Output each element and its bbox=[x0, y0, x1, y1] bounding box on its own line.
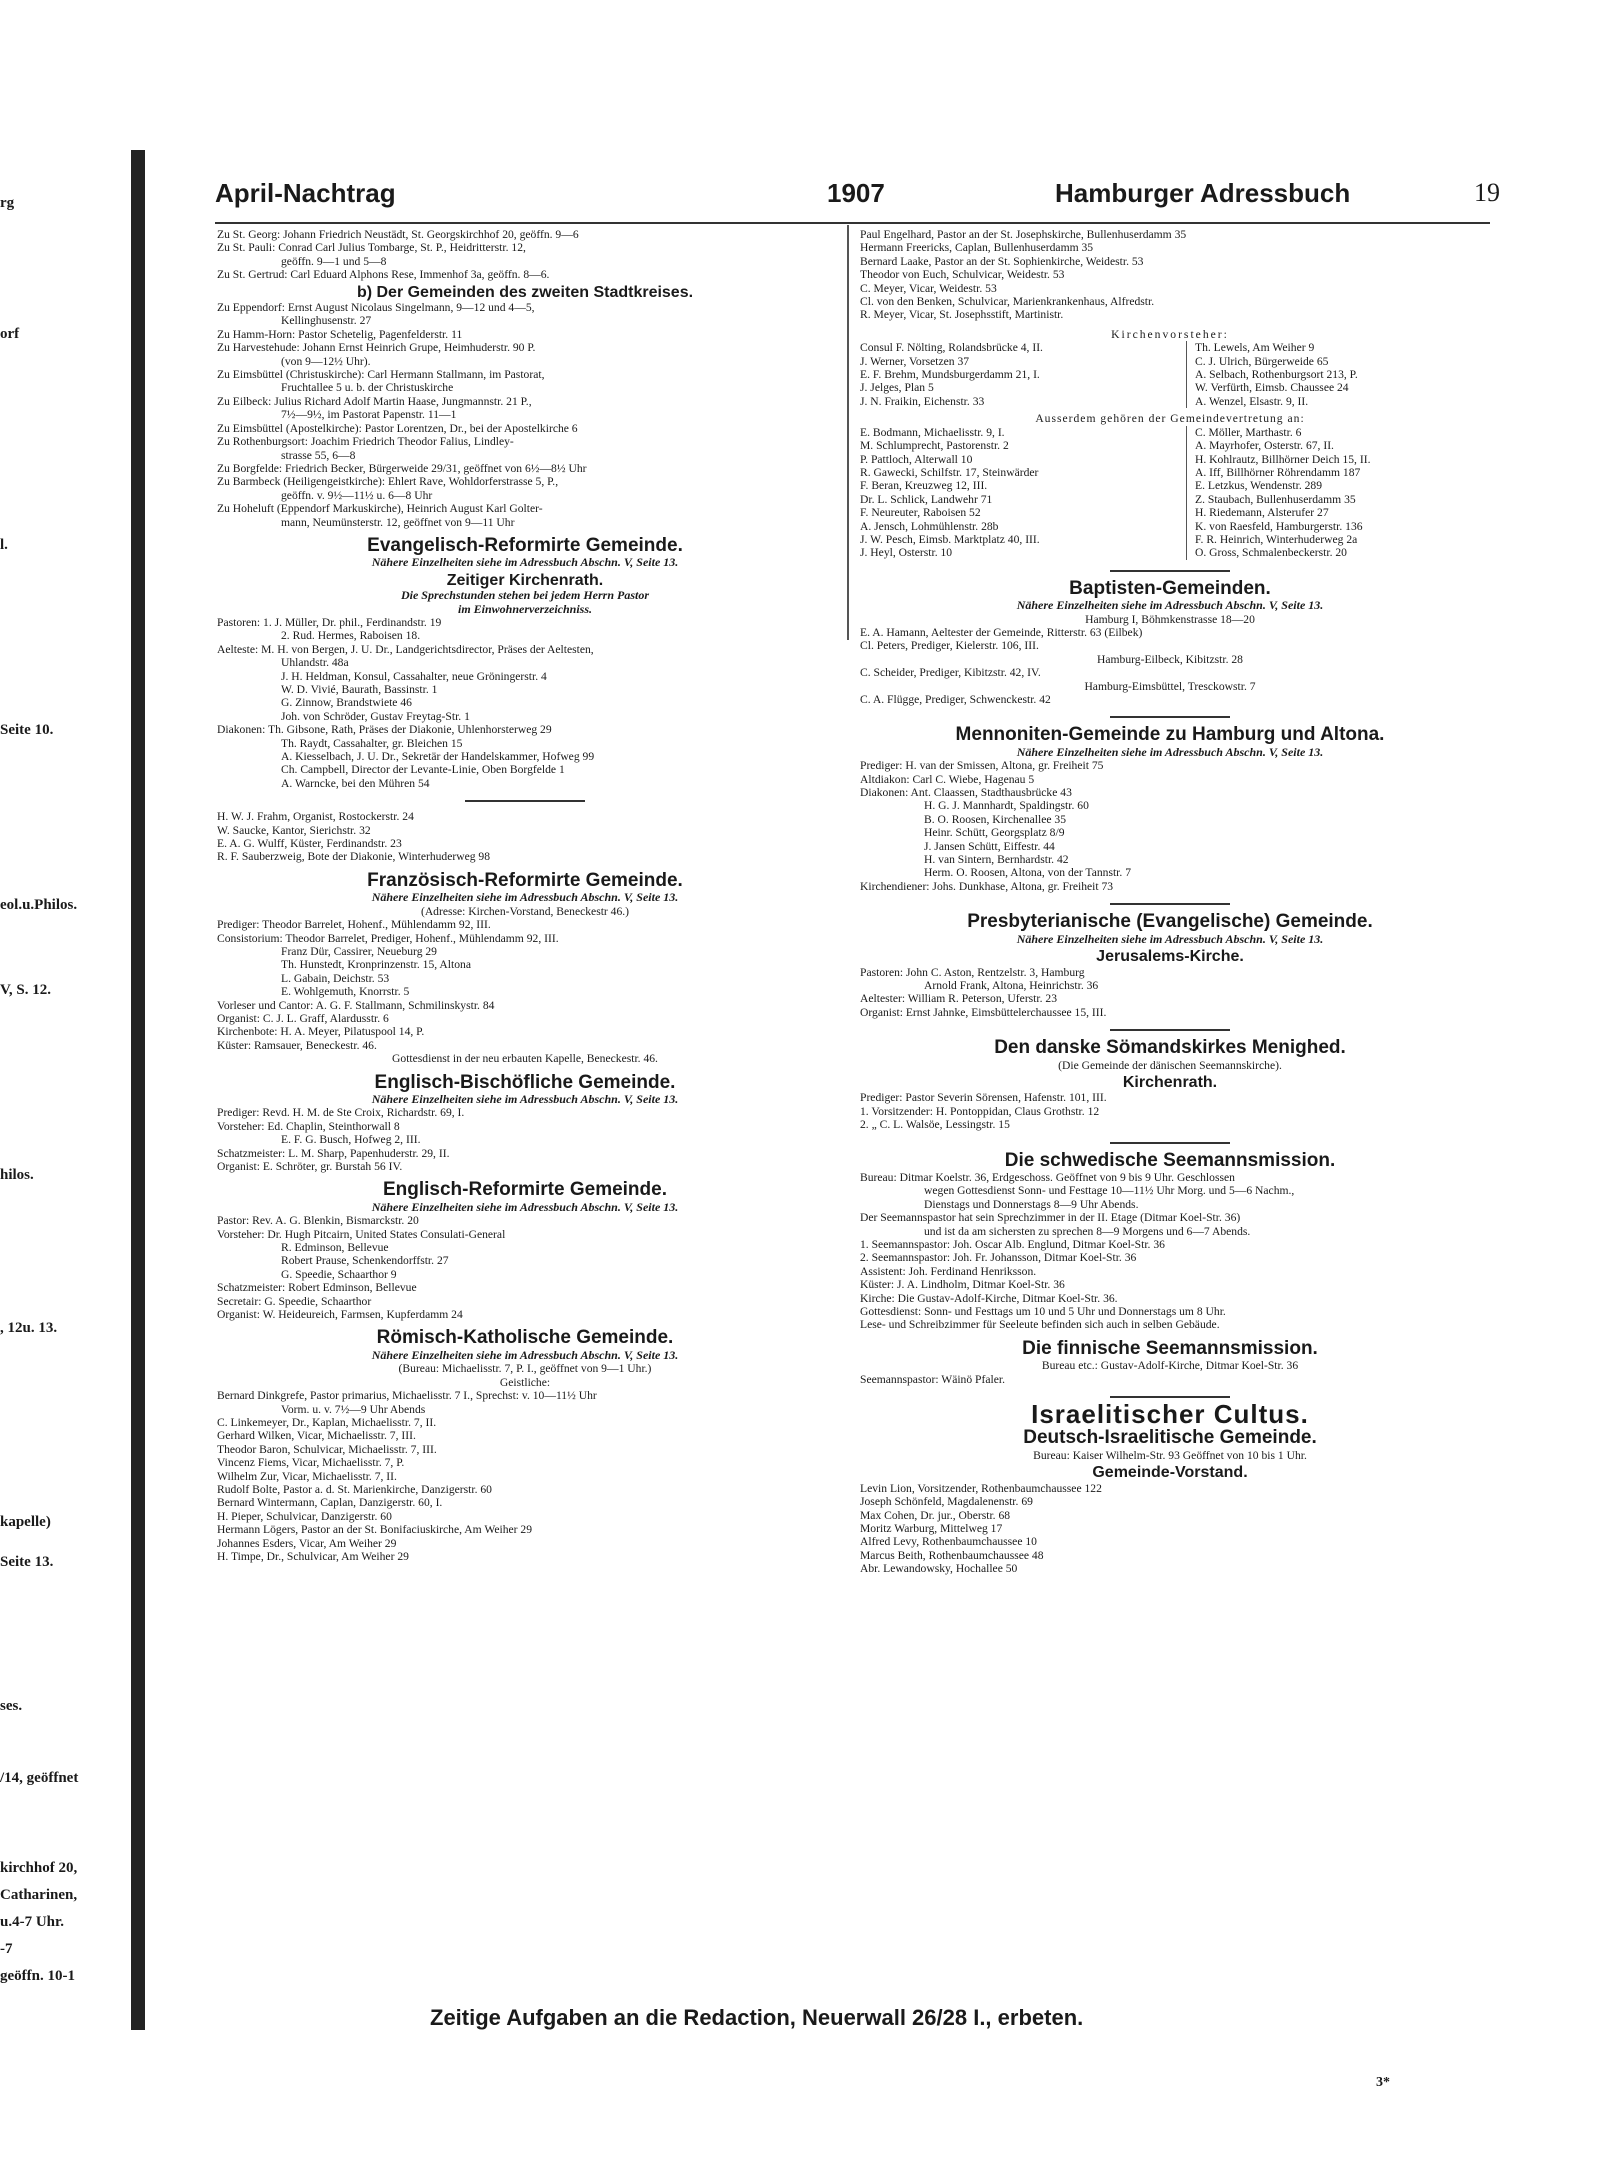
col1-line: Römisch-Katholische Gemeinde. bbox=[376, 1327, 674, 1349]
col2-line: Bureau: Ditmar Koelstr. 36, Erdgeschoss. Geöffnet von 9 bis 9 Uhr. Geschlossen bbox=[860, 1170, 1235, 1184]
col2-line: 1. Seemannspastor: Joh. Oscar Alb. Englund, Ditmar Koel-Str. 36 bbox=[860, 1238, 1165, 1251]
col2-line bbox=[1110, 716, 1230, 718]
col2_top-line: R. Meyer, Vicar, St. Josephsstift, Martinistr. bbox=[860, 308, 1064, 322]
col1-line: Aelteste: M. H. von Bergen, J. U. Dr., Landgerichtsdirector, Präses der Aeltesten, bbox=[217, 642, 594, 656]
col1-line: Th. Raydt, Cassahalter, gr. Bleichen 15 bbox=[281, 736, 463, 750]
gv_left-line: F. Neureuter, Raboisen 52 bbox=[860, 506, 981, 520]
separator bbox=[1110, 570, 1230, 572]
gv_right-line: Z. Staubach, Bullenhuserdamm 35 bbox=[1195, 492, 1356, 506]
col2-line: Organist: Ernst Jahnke, Eimsbüttelerchaussee 15, III. bbox=[860, 1005, 1107, 1019]
col1-line: Zu Harvestehude: Johann Ernst Heinrich Grupe, Heimhuderstr. 90 P. bbox=[217, 341, 536, 355]
gv_left-line: M. Schlumprecht, Pastorenstr. 2 bbox=[860, 439, 1009, 453]
col1-line: Zu St. Gertrud: Carl Eduard Alphons Rese, Immenhof 3a, geöffn. 8—6. bbox=[217, 268, 550, 282]
col2-line: Presbyterianische (Evangelische) Gemeinde. bbox=[967, 911, 1373, 933]
col2-line: wegen Gottesdienst Sonn- und Festtage 10—11½ Uhr Morg. und 5—6 Nachm., bbox=[924, 1184, 1295, 1198]
col2_top-line: Hermann Freericks, Caplan, Bullenhuserdamm 35 bbox=[860, 241, 1094, 255]
col1-line: Organist: W. Heideureich, Farmsen, Kupferdamm 24 bbox=[217, 1308, 463, 1322]
col1-line: Prediger: Theodor Barrelet, Hohenf., Mühlendamm 92, III. bbox=[217, 918, 491, 932]
footer-notice: Zeitige Aufgaben an die Redaction, Neuerwall 26/28 I., erbeten. bbox=[430, 2005, 1084, 2030]
col1-line: Vorsteher: Dr. Hugh Pitcairn, United States Consulati-General bbox=[217, 1227, 506, 1241]
col1-line: Evangelisch-Reformirte Gemeinde. bbox=[367, 534, 683, 556]
strip-fragment: eol.u.Philos. bbox=[0, 897, 78, 913]
col1-line: Zu St. Pauli: Conrad Carl Julius Tombarge, St. P., Heidritterstr. 12, bbox=[217, 241, 526, 255]
col2-line: Pastoren: John C. Aston, Rentzelstr. 3, Hamburg bbox=[860, 965, 1085, 979]
col2-line: Gottesdienst: Sonn- und Festtags um 10 und 5 Uhr und Donnerstags um 8 Uhr. bbox=[860, 1305, 1226, 1319]
col2-line: Altdiakon: Carl C. Wiebe, Hagenau 5 bbox=[860, 772, 1035, 786]
col2_top-line: Bernard Laake, Pastor an der St. Sophienkirche, Weidestr. 53 bbox=[860, 254, 1144, 268]
col2-line: Joseph Schönfeld, Magdalenenstr. 69 bbox=[860, 1495, 1033, 1509]
left-column bbox=[217, 228, 833, 1563]
kv-title: Kirchenvorsteher: bbox=[1111, 327, 1229, 341]
col1-line: b) Der Gemeinden des zweiten Stadtkreises. bbox=[356, 283, 694, 301]
column-rule bbox=[847, 225, 849, 640]
col2-line: Levin Lion, Vorsitzender, Rothenbaumchaussee 122 bbox=[860, 1481, 1102, 1495]
col1-line: Organist: E. Schröter, gr. Burstah 56 IV. bbox=[217, 1160, 403, 1173]
col2-line: Alfred Levy, Rothenbaumchaussee 10 bbox=[860, 1535, 1037, 1549]
strip-fragment: /14, geöffnet bbox=[0, 1770, 79, 1786]
col1-line: A. Kiesselbach, J. U. Dr., Sekretär der Handelskammer, Hofweg 99 bbox=[281, 750, 595, 764]
col1-line: Nähere Einzelheiten siehe im Adressbuch Abschn. V, Seite 13. bbox=[371, 1091, 679, 1106]
col2_top-line: C. Meyer, Vicar, Weidestr. 53 bbox=[860, 281, 997, 295]
col2-line: Abr. Lewandowsky, Hochallee 50 bbox=[860, 1562, 1018, 1576]
col2-line: 2. „ C. L. Walsöe, Lessingstr. 15 bbox=[860, 1118, 1010, 1132]
col1-line: Fruchtallee 5 u. b. der Christuskirche bbox=[281, 381, 454, 395]
col2-line: Deutsch-Israelitische Gemeinde. bbox=[1023, 1427, 1317, 1449]
col1-line: Joh. von Schröder, Gustav Freytag-Str. 1 bbox=[281, 709, 470, 723]
col2-line: Nähere Einzelheiten siehe im Adressbuch Abschn. V, Seite 13. bbox=[1016, 744, 1324, 759]
kv_right-line: A. Selbach, Rothenburgsort 213, P. bbox=[1195, 368, 1358, 382]
gv_left-line: A. Jensch, Lohmühlenstr. 28b bbox=[860, 519, 999, 533]
col2-line: Marcus Beith, Rothenbaumchaussee 48 bbox=[860, 1548, 1044, 1562]
col1-line: Uhlandstr. 48a bbox=[281, 656, 349, 670]
col1-line: Kellinghusenstr. 27 bbox=[281, 314, 372, 328]
col1-line: Zu Hoheluft (Eppendorf Markuskirche), Heinrich August Karl Golter- bbox=[217, 502, 543, 516]
col1-line: geöffn. 9—1 und 5—8 bbox=[281, 254, 387, 268]
gv_left-line: F. Beran, Kreuzweg 12, III. bbox=[860, 479, 988, 493]
col1-line: Nähere Einzelheiten siehe im Adressbuch Abschn. V, Seite 13. bbox=[371, 555, 679, 570]
col1-line: Zu Borgfelde: Friedrich Becker, Bürgerweide 29/31, geöffnet von 6½—8½ Uhr bbox=[217, 461, 587, 475]
gv_right-line: O. Gross, Schmalenbeckerstr. 20 bbox=[1195, 546, 1347, 560]
gv_right-line: F. R. Heinrich, Winterhuderweg 2a bbox=[1195, 532, 1358, 546]
col1-line: Zu St. Georg: Johann Friedrich Neustädt, St. Georgskirchhof 20, geöffn. 9—6 bbox=[217, 228, 579, 241]
col2-line bbox=[1110, 903, 1230, 905]
gv_right-line: H. Riedemann, Alsterufer 27 bbox=[1195, 506, 1329, 520]
col2-line: Bureau etc.: Gustav-Adolf-Kirche, Ditmar Koel-Str. 36 bbox=[1041, 1359, 1299, 1373]
col1-line: Vorm. u. v. 7½—9 Uhr Abends bbox=[281, 1402, 426, 1416]
strip-fragment: geöffn. 10-1 bbox=[0, 1968, 75, 1984]
gv_left-line: R. Gawecki, Schilfstr. 17, Steinwärder bbox=[860, 465, 1039, 479]
col1-line: Zu Eimsbüttel (Christuskirche): Carl Hermann Stallmann, im Pastorat, bbox=[217, 368, 545, 382]
col1-line: Zu Eppendorf: Ernst August Nicolaus Singelmann, 9—12 und 4—5, bbox=[217, 301, 535, 315]
gv_right-line: A. Mayrhofer, Osterstr. 67, II. bbox=[1195, 439, 1334, 453]
strip-fragment: -7 bbox=[0, 1941, 13, 1957]
col1-line: C. Linkemeyer, Dr., Kaplan, Michaelisstr. 7, II. bbox=[217, 1415, 437, 1429]
strip-fragment: Seite 13. bbox=[0, 1554, 54, 1570]
col1-line: Prediger: Revd. H. M. de Ste Croix, Richardstr. 69, I. bbox=[217, 1106, 465, 1120]
col1-line: (Adresse: Kirchen-Vorstand, Beneckestr 46.) bbox=[420, 904, 630, 918]
col2-line: Baptisten-Gemeinden. bbox=[1069, 577, 1271, 599]
page-header bbox=[215, 172, 1500, 222]
col2-line: Nähere Einzelheiten siehe im Adressbuch Abschn. V, Seite 13. bbox=[1016, 931, 1324, 946]
col1-line: strasse 55, 6—8 bbox=[281, 448, 356, 462]
kv_right-line: C. J. Ulrich, Bürgerweide 65 bbox=[1195, 354, 1329, 368]
kv_left-line: J. N. Fraikin, Eichenstr. 33 bbox=[860, 394, 985, 408]
col2-line: Küster: J. A. Lindholm, Ditmar Koel-Str. 36 bbox=[860, 1278, 1065, 1292]
col1-line: Gerhard Wilken, Vicar, Michaelisstr. 7, III. bbox=[217, 1429, 416, 1443]
col1-line: Englisch-Bischöfliche Gemeinde. bbox=[374, 1071, 676, 1093]
col2-line: Aeltester: William R. Peterson, Uferstr. 23 bbox=[860, 992, 1058, 1006]
col2-line: 1. Vorsitzender: H. Pontoppidan, Claus Grothstr. 12 bbox=[860, 1104, 1100, 1118]
col2-line: Cl. Peters, Prediger, Kielerstr. 106, III. bbox=[860, 639, 1039, 653]
col1-line: Pastoren: 1. J. Müller, Dr. phil., Ferdinandstr. 19 bbox=[217, 615, 442, 629]
strip-fragment: kapelle) bbox=[0, 1514, 51, 1531]
header-year: 1907 bbox=[827, 178, 885, 208]
col2-line: Kirche: Die Gustav-Adolf-Kirche, Ditmar Koel-Str. 36. bbox=[860, 1291, 1118, 1305]
kv_right-line: W. Verfürth, Eimsb. Chaussee 24 bbox=[1195, 381, 1349, 395]
col2-line: Prediger: H. van der Smissen, Altona, gr. Freiheit 75 bbox=[860, 759, 1104, 773]
col2-line: Kirchendiener: Johs. Dunkhase, Altona, gr. Freiheit 73 bbox=[860, 879, 1114, 893]
col1-line: im Einwohnerverzeichniss. bbox=[457, 601, 593, 616]
col2-line: Max Cohen, Dr. jur., Oberstr. 68 bbox=[860, 1508, 1011, 1522]
col1-line: G. Zinnow, Brandstwiete 46 bbox=[281, 696, 412, 710]
col2-line: Der Seemannspastor hat sein Sprechzimmer in der II. Etage (Ditmar Koel-Str. 36) bbox=[860, 1211, 1241, 1225]
col1-line: H. W. J. Frahm, Organist, Rostockerstr. 24 bbox=[217, 810, 414, 824]
kv_left-line: J. Werner, Vorsetzen 37 bbox=[860, 354, 970, 368]
right-column-entries bbox=[860, 577, 1480, 1576]
kv-left bbox=[860, 341, 1187, 408]
gv_right-line: C. Möller, Marthastr. 6 bbox=[1195, 425, 1302, 439]
col2-line: Prediger: Pastor Severin Sörensen, Hafenstr. 101, III. bbox=[860, 1091, 1107, 1105]
col2-line: Assistent: Joh. Ferdinand Henriksson. bbox=[860, 1264, 1037, 1278]
col1-line: Vorsteher: Ed. Chaplin, Steinthorwall 8 bbox=[217, 1119, 400, 1133]
col1-line: Johannes Esders, Vicar, Am Weiher 29 bbox=[217, 1536, 397, 1550]
gv-title: Ausserdem gehören der Gemeindevertretung an: bbox=[1035, 412, 1305, 426]
col1-line: Ch. Campbell, Director der Levante-Linie, Oben Borgfelde 1 bbox=[281, 763, 565, 777]
col2-line: Hamburg-Eimsbüttel, Tresckowstr. 7 bbox=[1084, 679, 1256, 693]
strip-fragment: Catharinen, bbox=[0, 1887, 78, 1903]
col1-line: Französisch-Reformirte Gemeinde. bbox=[367, 869, 683, 891]
col1-line: E. Wohlgemuth, Knorrstr. 5 bbox=[281, 985, 410, 999]
col1-line: Küster: Ramsauer, Beneckestr. 46. bbox=[217, 1038, 377, 1052]
col2-line: (Die Gemeinde der dänischen Seemannskirche). bbox=[1058, 1058, 1282, 1072]
col1-line: Vincenz Fiems, Vicar, Michaelisstr. 7, P. bbox=[217, 1456, 405, 1470]
col2-line: Jerusalems-Kirche. bbox=[1096, 948, 1244, 966]
col2-line: Lese- und Schreibzimmer für Seeleute befinden sich auch in selben Gebäude. bbox=[860, 1318, 1220, 1332]
col1-line: Bernard Dinkgrefe, Pastor primarius, Michaelisstr. 7 I., Sprechst: v. 10—11½ Uhr bbox=[217, 1389, 597, 1403]
strip-fragment: orf bbox=[0, 326, 20, 343]
col1-line: Franz Dür, Cassirer, Neueburg 29 bbox=[281, 944, 437, 958]
strip-fragment: ses. bbox=[0, 1698, 23, 1714]
adjacent-page-strip bbox=[0, 150, 95, 2100]
gv_left-line: P. Pattloch, Alterwall 10 bbox=[860, 452, 973, 466]
col2-line: Diakonen: Ant. Claassen, Stadthausbrücke 43 bbox=[860, 786, 1072, 800]
col1-line: Robert Prause, Schenkendorffstr. 27 bbox=[281, 1254, 449, 1268]
col2-line: J. Jansen Schütt, Eiffestr. 44 bbox=[924, 839, 1055, 853]
strip-fragment: kirchhof 20, bbox=[0, 1860, 78, 1876]
kv_left-line: E. F. Brehm, Mundsburgerdamm 21, I. bbox=[860, 368, 1040, 382]
sheet-mark: 3* bbox=[1376, 2075, 1390, 2090]
strip-fragment: hilos. bbox=[0, 1167, 34, 1183]
clergy-list bbox=[860, 228, 1480, 322]
col1-line: G. Speedie, Schaarthor 9 bbox=[281, 1267, 397, 1281]
col1-line: Zu Eimsbüttel (Apostelkirche): Pastor Lorentzen, Dr., bei der Apostelkirche 6 bbox=[217, 421, 578, 435]
gv_right-line: H. Kohlrautz, Billhörner Deich 15, II. bbox=[1195, 452, 1371, 466]
col2-line: Herm. O. Roosen, Altona, von der Tannstr. 7 bbox=[924, 866, 1131, 880]
col1-line: Vorleser und Cantor: A. G. F. Stallmann, Schmilinskystr. 84 bbox=[217, 998, 495, 1012]
col1-line: W. D. Vivié, Baurath, Bassinstr. 1 bbox=[281, 683, 438, 696]
col1-line bbox=[465, 800, 585, 802]
col1-line: mann, Neumünsterstr. 12, geöffnet von 9—11 Uhr bbox=[281, 515, 515, 529]
col1-line: Hermann Lögers, Pastor an der St. Bonifaciuskirche, Am Weiher 29 bbox=[217, 1523, 533, 1537]
col1-line: E. F. G. Busch, Hofweg 2, III. bbox=[281, 1133, 421, 1147]
kirchenvorsteher-table bbox=[860, 341, 1480, 408]
col2-line: C. A. Flügge, Prediger, Schwenckestr. 42 bbox=[860, 693, 1051, 706]
col2-line: H. van Sintern, Bernhardstr. 42 bbox=[924, 853, 1069, 867]
col2-line: Arnold Frank, Altona, Heinrichstr. 36 bbox=[924, 978, 1099, 992]
page-gutter bbox=[131, 150, 145, 2030]
gv_left-line: Dr. L. Schlick, Landwehr 71 bbox=[860, 492, 993, 506]
col2-line: H. G. J. Mannhardt, Spaldingstr. 60 bbox=[924, 799, 1089, 813]
col1-line: Bernard Wintermann, Caplan, Danzigerstr. 60, I. bbox=[217, 1496, 443, 1510]
col1-line: Gottesdienst in der neu erbauten Kapelle, Beneckestr. 46. bbox=[392, 1052, 658, 1066]
kv_right-line: Th. Lewels, Am Weiher 9 bbox=[1195, 341, 1315, 355]
col2-line: Israelitischer Cultus. bbox=[1031, 1399, 1309, 1430]
col1-line: W. Saucke, Kantor, Sierichstr. 32 bbox=[217, 823, 371, 837]
strip-fragment: V, S. 12. bbox=[0, 981, 51, 998]
header-title: Hamburger Adressbuch bbox=[1055, 178, 1351, 208]
kv_left-line: J. Jelges, Plan 5 bbox=[860, 381, 934, 395]
col2-line: Dienstags und Donnerstags 8—9 Uhr Abends. bbox=[924, 1197, 1139, 1211]
gv_left-line: J. Heyl, Osterstr. 10 bbox=[860, 546, 953, 560]
strip-fragment: , 12u. 13. bbox=[0, 1320, 58, 1336]
col1-line: Schatzmeister: Robert Edminson, Bellevue bbox=[217, 1281, 417, 1295]
col1-line: Wilhelm Zur, Vicar, Michaelisstr. 7, II. bbox=[217, 1469, 397, 1483]
col1-line: Organist: C. J. L. Graff, Alardusstr. 6 bbox=[217, 1011, 389, 1025]
col1-line: Zeitiger Kirchenrath. bbox=[446, 571, 604, 589]
col2-line bbox=[1110, 1029, 1230, 1031]
col1-line: Nähere Einzelheiten siehe im Adressbuch Abschn. V, Seite 13. bbox=[371, 1347, 679, 1362]
col1-line: R. Edminson, Bellevue bbox=[281, 1241, 389, 1255]
col2-line: Mennoniten-Gemeinde zu Hamburg und Altona. bbox=[955, 724, 1385, 746]
col1-line: 2. Rud. Hermes, Raboisen 18. bbox=[281, 629, 421, 643]
col2-line: E. A. Hamann, Aeltester der Gemeinde, Ritterstr. 63 (Eilbek) bbox=[860, 625, 1143, 639]
col1-line: H. Pieper, Schulvicar, Danzigerstr. 60 bbox=[217, 1509, 392, 1523]
col2-line: 2. Seemannspastor: Joh. Fr. Johansson, Ditmar Koel-Str. 36 bbox=[860, 1251, 1137, 1265]
col1-line: Theodor Baron, Schulvicar, Michaelisstr. 7, III. bbox=[217, 1442, 437, 1456]
col2-line: Bureau: Kaiser Wilhelm-Str. 93 Geöffnet von 10 bis 1 Uhr. bbox=[1033, 1448, 1307, 1462]
col2-line: Moritz Warburg, Mittelweg 17 bbox=[860, 1521, 1003, 1535]
col1-line: Pastor: Rev. A. G. Blenkin, Bismarckstr. 20 bbox=[217, 1214, 419, 1228]
gv-left bbox=[860, 426, 1187, 560]
col2-line bbox=[1110, 1396, 1230, 1398]
col2-line: Hamburg I, Böhmkenstrasse 18—20 bbox=[1085, 612, 1255, 626]
right-column bbox=[860, 228, 1480, 1576]
col1-line: Zu Barmbeck (Heiligengeistkirche): Ehlert Rave, Wohldorferstrasse 5, P., bbox=[217, 475, 559, 489]
col1-line: Zu Hamm-Horn: Pastor Schetelig, Pagenfelderstr. 11 bbox=[217, 327, 463, 341]
col2-line: Die finnische Seemannsmission. bbox=[1022, 1337, 1318, 1359]
col1-line: Consistorium: Theodor Barrelet, Prediger, Hohenf., Mühlendamm 92, III. bbox=[217, 931, 559, 945]
col1-line: Englisch-Reformirte Gemeinde. bbox=[382, 1179, 667, 1201]
col1-line: Kirchenbote: H. A. Meyer, Pilatuspool 14, P. bbox=[217, 1025, 425, 1039]
col1-line: Geistliche: bbox=[499, 1375, 551, 1389]
col1-line: Die Sprechstunden stehen bei jedem Herrn Pastor bbox=[400, 588, 649, 603]
gv_right-line: E. Letzkus, Wendenstr. 289 bbox=[1195, 479, 1323, 493]
strip-fragment: rg bbox=[0, 195, 15, 211]
col1-line: R. F. Sauberzweig, Bote der Diakonie, Winterhuderweg 98 bbox=[217, 850, 491, 864]
col1-line: Schatzmeister: L. M. Sharp, Papenhuderstr. 29, II. bbox=[217, 1146, 450, 1160]
header-left: April-Nachtrag bbox=[215, 178, 396, 208]
gv-right bbox=[1187, 426, 1370, 560]
strip-fragment: l. bbox=[0, 537, 8, 553]
header-rule bbox=[215, 222, 1490, 224]
col1-line: Nähere Einzelheiten siehe im Adressbuch Abschn. V, Seite 13. bbox=[371, 890, 679, 905]
col1-line: Diakonen: Th. Gibsone, Rath, Präses der Diakonie, Uhlenhorsterweg 29 bbox=[217, 723, 552, 737]
col1-line: H. Timpe, Dr., Schulvicar, Am Weiher 29 bbox=[217, 1549, 409, 1563]
col2-line: B. O. Roosen, Kirchenallee 35 bbox=[924, 812, 1066, 826]
col2-line: Seemannspastor: Wäinö Pfaler. bbox=[860, 1372, 1005, 1386]
col1-line: 7½—9½, im Pastorat Papenstr. 11—1 bbox=[281, 408, 457, 422]
col2_top-line: Theodor von Euch, Schulvicar, Weidestr. 53 bbox=[860, 268, 1065, 282]
col1-line: Zu Eilbeck: Julius Richard Adolf Martin Haase, Jungmannstr. 21 P., bbox=[217, 394, 532, 408]
gv_right-line: A. Iff, Billhörner Röhrendamm 187 bbox=[1195, 465, 1361, 479]
kv_left-line: Consul F. Nölting, Rolandsbrücke 4, II. bbox=[860, 341, 1043, 355]
col1-line: Th. Hunstedt, Kronprinzenstr. 15, Altona bbox=[281, 958, 471, 972]
col2-line: Hamburg-Eilbeck, Kibitzstr. 28 bbox=[1097, 652, 1243, 666]
col2_top-line: Cl. von den Benken, Schulvicar, Marienkrankenhaus, Alfredstr. bbox=[860, 295, 1155, 309]
col2-line: C. Scheider, Prediger, Kibitzstr. 42, IV. bbox=[860, 666, 1041, 680]
col1-line: A. Warncke, bei den Mühren 54 bbox=[281, 776, 430, 790]
col1-line: L. Gabain, Deichstr. 53 bbox=[281, 971, 390, 985]
col2-line: und ist da am sichersten zu sprechen 8—9 Morgens und 6—7 Abends. bbox=[924, 1224, 1251, 1238]
col2-line: Nähere Einzelheiten siehe im Adressbuch Abschn. V, Seite 13. bbox=[1016, 598, 1324, 613]
col1-line: (von 9—12½ Uhr). bbox=[281, 354, 371, 368]
col1-line: (Bureau: Michaelisstr. 7, P. I., geöffnet von 9—1 Uhr.) bbox=[398, 1362, 652, 1376]
col2-line bbox=[1110, 1142, 1230, 1144]
col1-line: Rudolf Bolte, Pastor a. d. St. Marienkirche, Danzigerstr. 60 bbox=[217, 1482, 492, 1496]
col1-line: Secretair: G. Speedie, Schaarthor bbox=[217, 1294, 372, 1308]
col2-line: Gemeinde-Vorstand. bbox=[1092, 1464, 1248, 1482]
strip-fragment: u.4-7 Uhr. bbox=[0, 1914, 65, 1930]
col2-line: Heinr. Schütt, Georgsplatz 8/9 bbox=[924, 826, 1065, 840]
kv_right-line: A. Wenzel, Elsastr. 9, II. bbox=[1195, 394, 1309, 408]
col2-line: Die schwedische Seemannsmission. bbox=[1004, 1149, 1336, 1171]
col2-line: Kirchenrath. bbox=[1122, 1073, 1218, 1091]
gemeindevertretung-table bbox=[860, 426, 1480, 560]
strip-fragment: Seite 10. bbox=[0, 722, 54, 739]
col1-line: Zu Rothenburgsort: Joachim Friedrich Theodor Falius, Lindley- bbox=[217, 435, 514, 449]
col1-line: E. A. G. Wulff, Küster, Ferdinandstr. 23 bbox=[217, 837, 402, 851]
col2_top-line: Paul Engelhard, Pastor an der St. Josephskirche, Bullenhuserdamm 35 bbox=[860, 228, 1187, 241]
gv_left-line: E. Bodmann, Michaelisstr. 9, I. bbox=[860, 425, 1005, 439]
col1-line: Nähere Einzelheiten siehe im Adressbuch Abschn. V, Seite 13. bbox=[371, 1199, 679, 1214]
col1-line: geöffn. v. 9½—11½ u. 6—8 Uhr bbox=[281, 488, 433, 502]
gv_left-line: J. W. Pesch, Eimsb. Marktplatz 40, III. bbox=[860, 532, 1040, 546]
page-number: 19 bbox=[1474, 178, 1500, 207]
col2-line: Den danske Sömandskirkes Menighed. bbox=[994, 1037, 1346, 1059]
kv-right bbox=[1187, 341, 1358, 408]
col1-line: J. H. Heldman, Konsul, Cassahalter, neue Gröningerstr. 4 bbox=[281, 669, 547, 683]
gv_right-line: K. von Raesfeld, Hamburgerstr. 136 bbox=[1195, 519, 1363, 533]
